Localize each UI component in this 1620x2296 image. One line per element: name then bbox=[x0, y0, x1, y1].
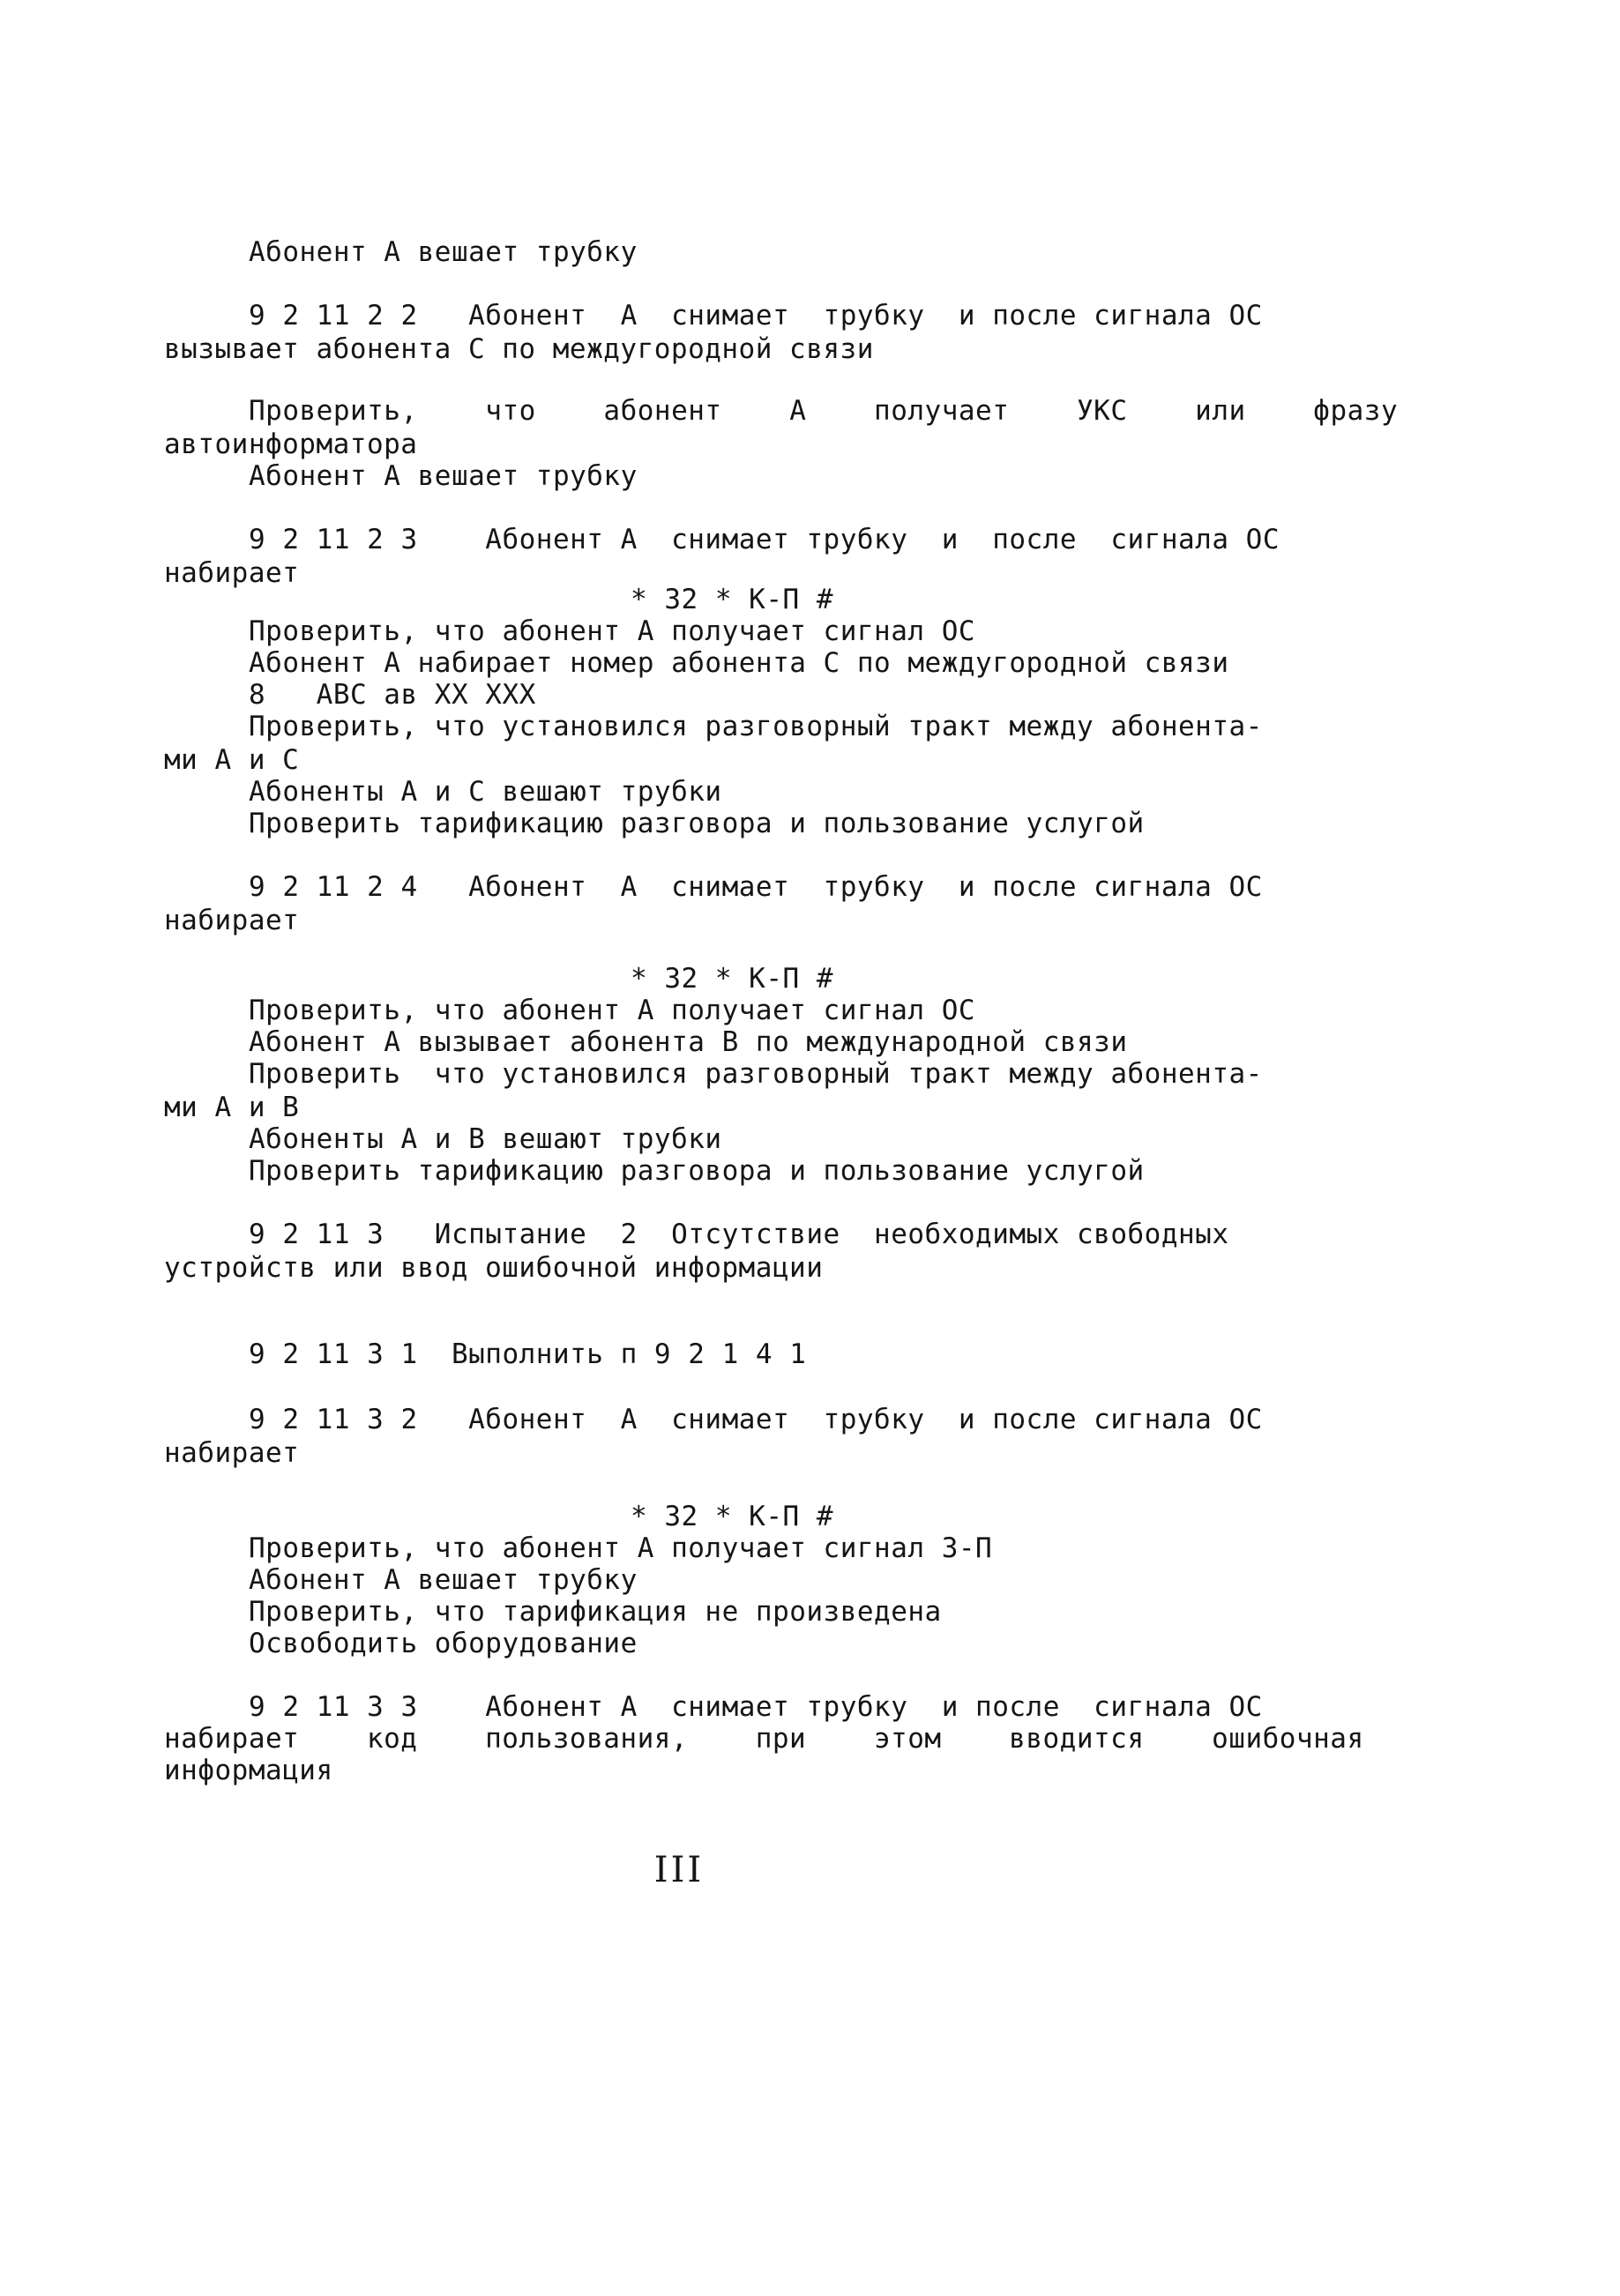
text-line: Проверить, что тарификация не произведена bbox=[249, 1596, 942, 1628]
text-line: автоинформатора bbox=[164, 429, 418, 460]
text-line: Проверить, что абонент А получает сигнал З-П bbox=[249, 1532, 993, 1564]
code-line: * 32 * К-П # bbox=[631, 584, 833, 615]
text-line: 9 2 11 2 3 Абонент А снимает трубку и после сигнала ОС bbox=[249, 524, 1280, 555]
text-line: Проверить, что абонент А получает сигнал ОС bbox=[249, 995, 976, 1026]
text-line: информация bbox=[164, 1755, 333, 1786]
text-line: Абоненты А и В вешают трубки bbox=[249, 1123, 722, 1155]
text-line: Абонент А вешает трубку bbox=[249, 236, 638, 268]
text-line: 9 2 11 3 Испытание 2 Отсутствие необходимых свободных bbox=[249, 1219, 1229, 1250]
text-line: 9 2 11 2 2 Абонент А снимает трубку и после сигнала ОС bbox=[249, 300, 1263, 332]
text-line: Проверить тарификацию разговора и пользование услугой bbox=[249, 808, 1145, 839]
text-line: 9 2 11 3 2 Абонент А снимает трубку и после сигнала ОС bbox=[249, 1404, 1263, 1435]
text-line: 9 2 11 3 1 Выполнить п 9 2 1 4 1 bbox=[249, 1338, 807, 1370]
text-line: Проверить тарификацию разговора и пользование услугой bbox=[249, 1155, 1145, 1187]
text-line: Проверить, что абонент А получает УКС или фразу bbox=[249, 395, 1399, 427]
text-line: 9 2 11 3 3 Абонент А снимает трубку и после сигнала ОС bbox=[249, 1691, 1263, 1723]
text-line: ми А и С bbox=[164, 744, 300, 776]
text-line: Абонент А вешает трубку bbox=[249, 1564, 638, 1596]
text-line: 8 АВС ав ХХ ХХХ bbox=[249, 679, 536, 711]
text-line: вызывает абонента С по междугородной связи bbox=[164, 333, 874, 365]
text-line: Абонент А набирает номер абонента С по междугородной связи bbox=[249, 647, 1229, 679]
text-line: набирает код пользования, при этом вводится ошибочная bbox=[164, 1723, 1364, 1755]
text-line: Проверить, что установился разговорный тракт между абонента- bbox=[249, 711, 1263, 742]
text-line: ми А и В bbox=[164, 1092, 300, 1123]
text-line: набирает bbox=[164, 905, 300, 936]
text-line: Проверить, что абонент А получает сигнал ОС bbox=[249, 615, 976, 647]
code-line: * 32 * К-П # bbox=[631, 963, 833, 995]
text-line: Абонент А вешает трубку bbox=[249, 460, 638, 492]
text-line: 9 2 11 2 4 Абонент А снимает трубку и после сигнала ОС bbox=[249, 871, 1263, 903]
text-line: устройств или ввод ошибочной информации bbox=[164, 1252, 824, 1284]
text-line: Освободить оборудование bbox=[249, 1628, 638, 1659]
text-line: набирает bbox=[164, 1437, 300, 1469]
text-line: набирает bbox=[164, 557, 300, 589]
text-line: Абонент А вызывает абонента В по международной связи bbox=[249, 1026, 1128, 1058]
code-line: * 32 * К-П # bbox=[631, 1501, 833, 1532]
text-line: Проверить что установился разговорный тракт между абонента- bbox=[249, 1058, 1263, 1090]
text-line: Абоненты А и С вешают трубки bbox=[249, 776, 722, 808]
page-number: III bbox=[653, 1850, 705, 1890]
